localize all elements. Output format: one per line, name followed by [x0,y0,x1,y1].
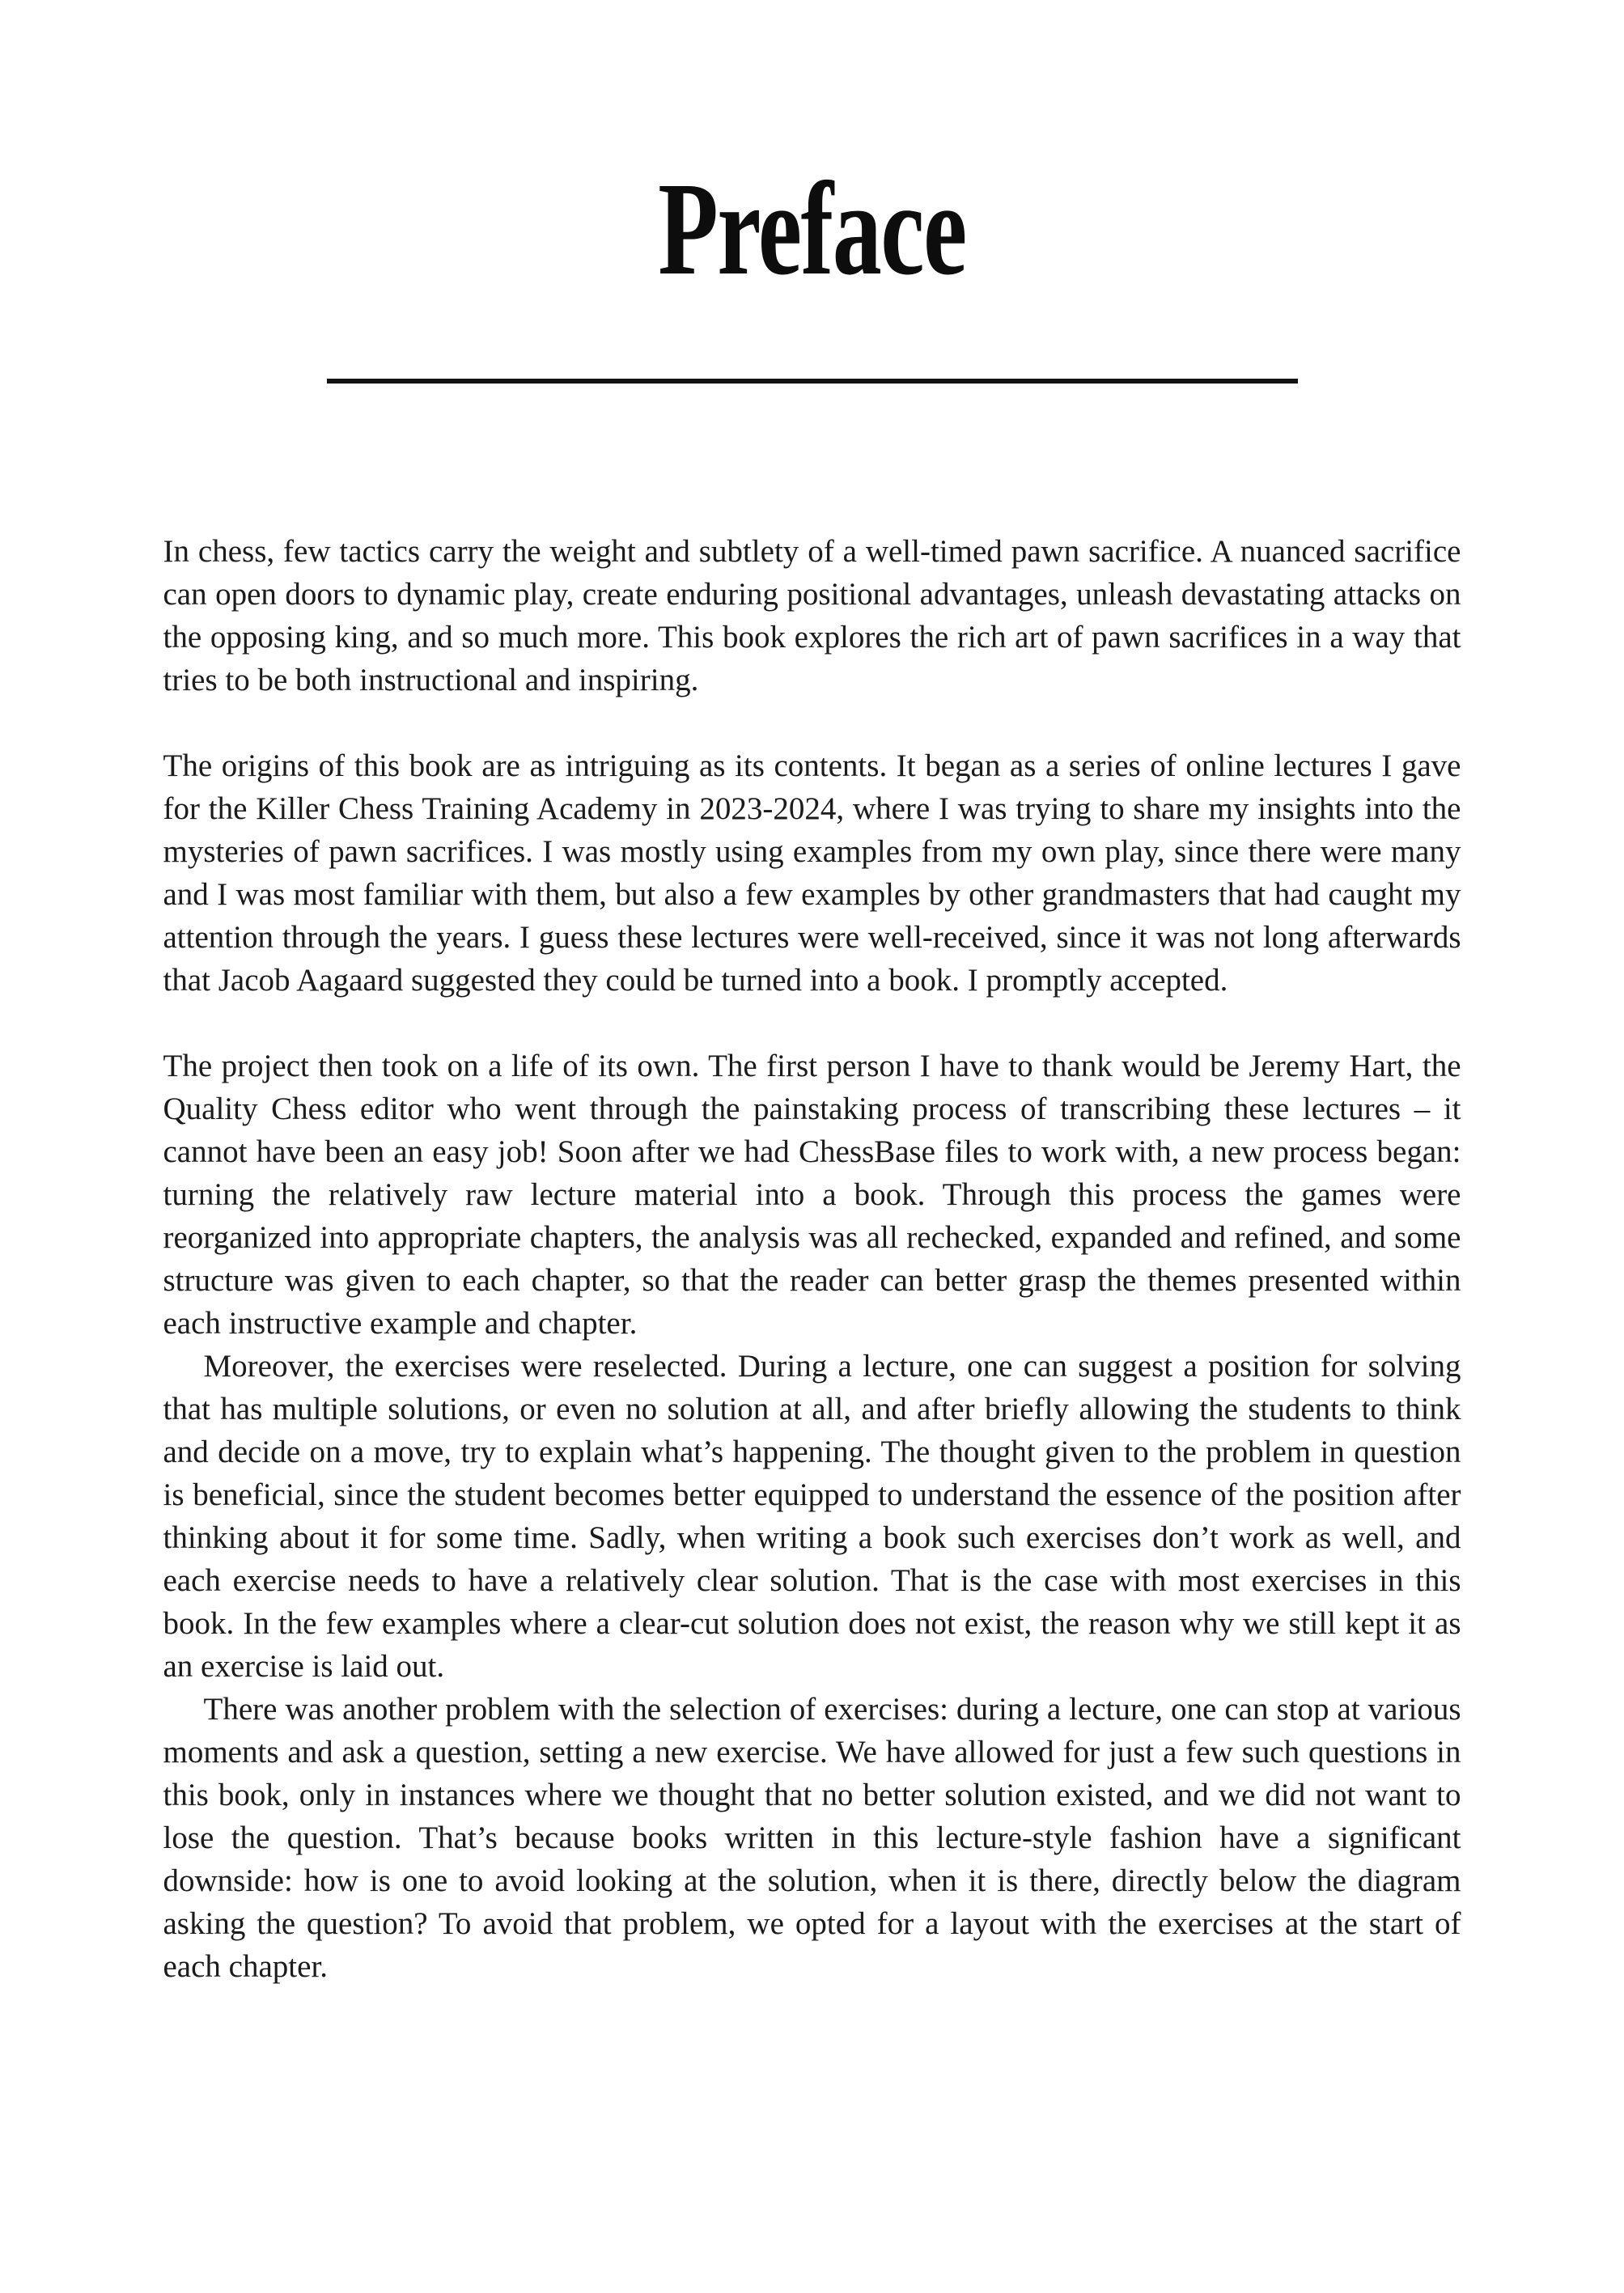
paragraph: Moreover, the exercises were reselected. During a lecture, one can suggest a position for solving that has multiple solutions, or even no solution at all, and after briefly allowing the students to think and decide on a move, try to explain what’s happening. The thought given to the problem in question is beneficial, since the student becomes better equipped to understand the essence of the position after thinking about it for some time. Sadly, when writing a book such exercises don’t work as well, and each exercise needs to have a relatively clear solution. That is the case with most exercises in this book. In the few examples where a clear-cut solution does not exist, the reason why we still kept it as an exercise is laid out. [163,1349,1461,1684]
paragraph: There was another problem with the selection of exercises: during a lecture, one can stop at various moments and ask a question, setting a new exercise. We have allowed for just a few such questions in this book, only in instances where we thought that no better solution existed, and we did not want to lose the question. That’s because books written in this lecture-style fashion have a significant downside: how is one to avoid looking at the solution, when it is there, directly below the diagram asking the question? To avoid that problem, we opted for a layout with the exercises at the start of each chapter. [163,1692,1461,1984]
preface-body [163,530,1461,1988]
title-divider-rule [327,379,1298,384]
page-title: Preface [658,155,966,303]
paragraph: The origins of this book are as intriguing as its contents. It began as a series of online lectures I gave for the Killer Chess Training Academy in 2023-2024, where I was trying to share my insights into the mysteries of pawn sacrifices. I was mostly using examples from my own play, since there were many and I was most familiar with them, but also a few examples by other grandmasters that had caught my attention through the years. I guess these lectures were well-received, since it was not long afterwards that Jacob Aagaard suggested they could be turned into a book. I promptly accepted. [163,748,1461,998]
paragraph: The project then took on a life of its own. The first person I have to thank would be Jeremy Hart, the Quality Chess editor who went through the painstaking process of transcribing these lectures – it cannot have been an easy job! Soon after we had ChessBase files to work with, a new process began: turning the relatively raw lecture material into a book. Through this process the games were reorganized into appropriate chapters, the analysis was all rechecked, expanded and refined, and some structure was given to each chapter, so that the reader can better grasp the themes presented within each instructive example and chapter. [163,1049,1461,1341]
paragraph: In chess, few tactics carry the weight and subtlety of a well-timed pawn sacrifice. A nuanced sacrifice can open doors to dynamic play, create enduring positional advantages, unleash devastating attacks on the opposing king, and so much more. This book explores the rich art of pawn sacrifices in a way that tries to be both instructional and inspiring. [163,534,1461,697]
